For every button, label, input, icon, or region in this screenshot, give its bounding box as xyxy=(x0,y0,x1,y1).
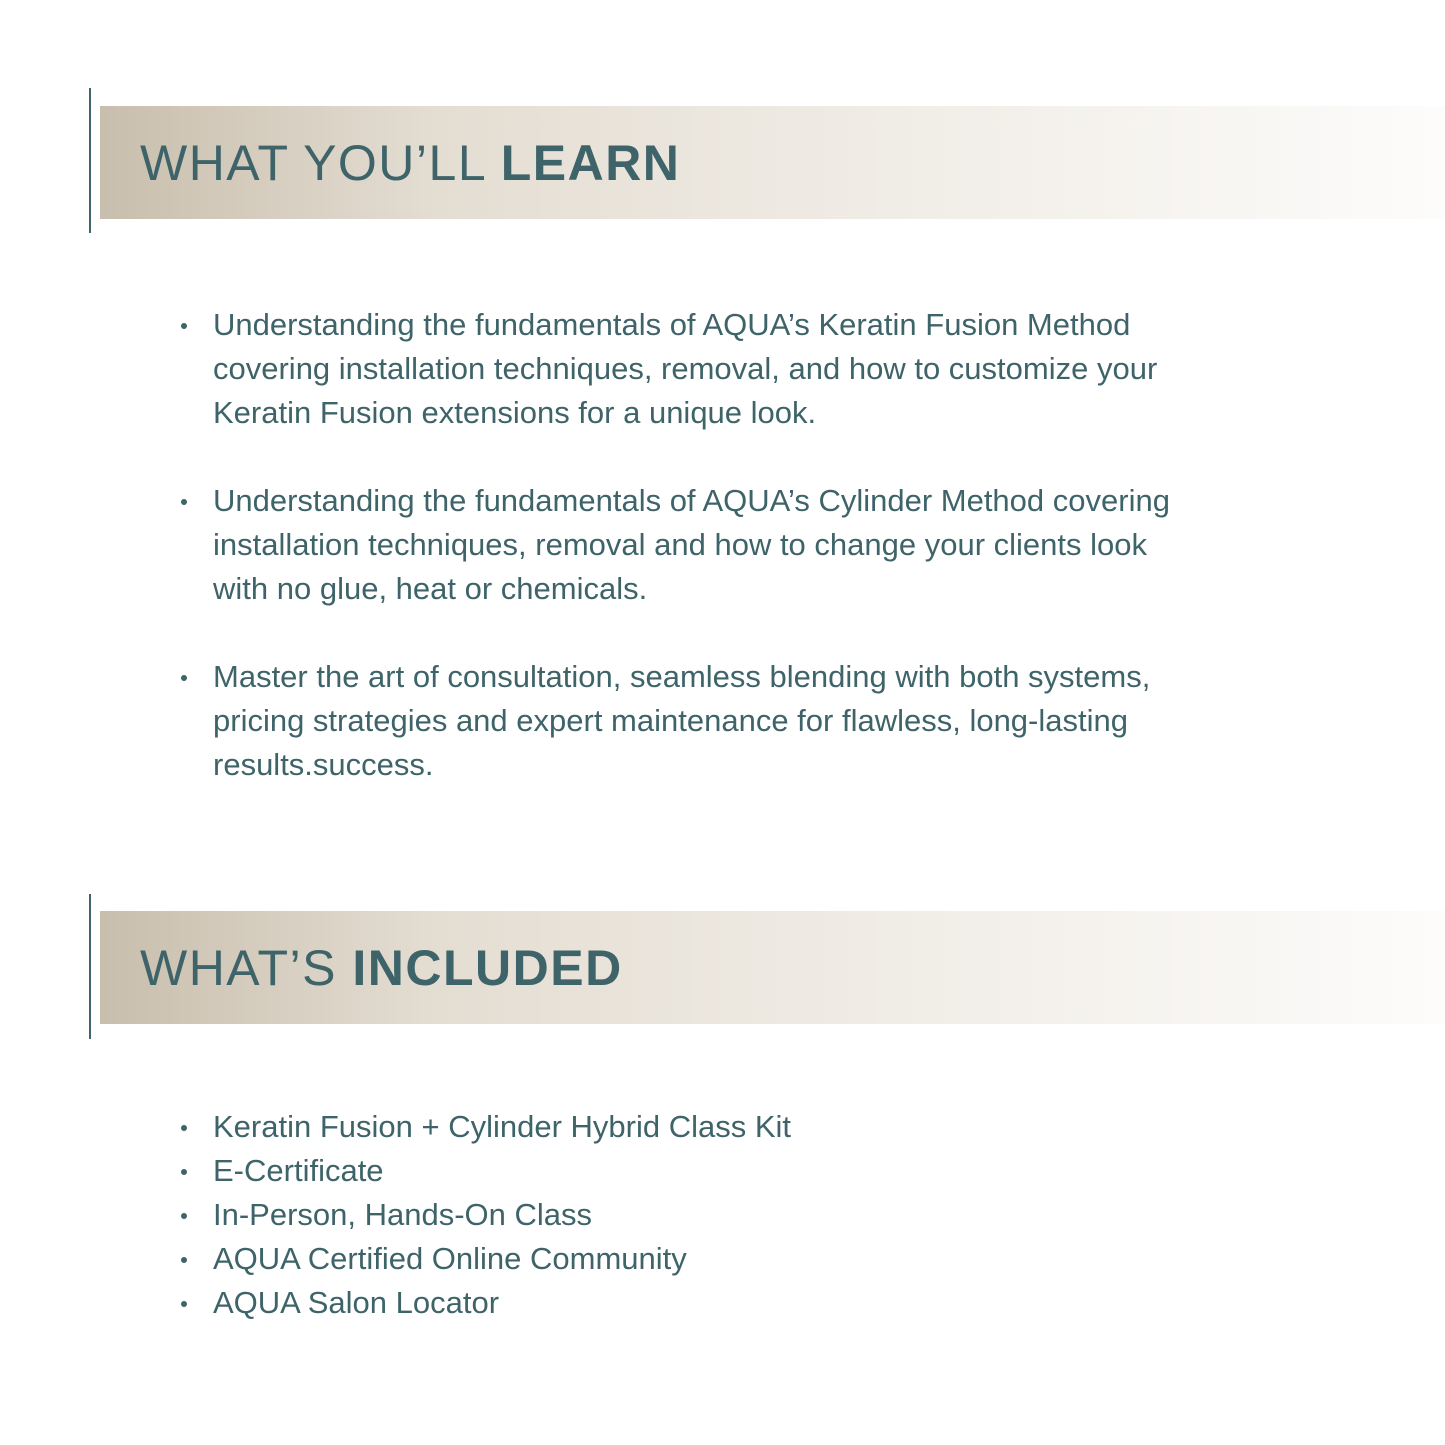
learn-header-banner xyxy=(100,106,1445,219)
list-item-line: with no glue, heat or chemicals. xyxy=(213,571,648,606)
list-item-line: pricing strategies and expert maintenance for flawless, long-lasting xyxy=(213,703,1128,738)
included-title-bold: INCLUDED xyxy=(352,939,623,996)
learn-title-bold: LEARN xyxy=(500,134,681,191)
list-item xyxy=(213,655,1170,787)
list-item-line: results.success. xyxy=(213,747,434,782)
list-item-line: Understanding the fundamentals of AQUA’s Keratin Fusion Method xyxy=(213,307,1131,342)
list-item: E-Certificate xyxy=(213,1149,791,1193)
list-item: AQUA Salon Locator xyxy=(213,1281,791,1325)
accent-line xyxy=(89,894,91,1039)
included-header-banner xyxy=(100,911,1445,1024)
list-item-line: installation techniques, removal and how to change your clients look xyxy=(213,527,1147,562)
accent-line xyxy=(89,88,91,233)
list-item xyxy=(213,303,1170,435)
list-item: AQUA Certified Online Community xyxy=(213,1237,791,1281)
list-item xyxy=(213,479,1170,611)
learn-title xyxy=(140,134,680,192)
list-item: In-Person, Hands-On Class xyxy=(213,1193,791,1237)
included-list xyxy=(213,1105,791,1325)
included-title-light: WHAT’S xyxy=(140,939,337,996)
list-item-line: Master the art of consultation, seamless blending with both systems, xyxy=(213,659,1151,694)
list-item-line: Keratin Fusion extensions for a unique look. xyxy=(213,395,817,430)
learn-list xyxy=(213,303,1170,831)
list-item: Keratin Fusion + Cylinder Hybrid Class Kit xyxy=(213,1105,791,1149)
list-item-line: covering installation techniques, removal, and how to customize your xyxy=(213,351,1158,386)
list-item-line: Understanding the fundamentals of AQUA’s Cylinder Method covering xyxy=(213,483,1170,518)
included-title xyxy=(140,939,623,997)
learn-title-light: WHAT YOU’LL xyxy=(140,134,486,191)
